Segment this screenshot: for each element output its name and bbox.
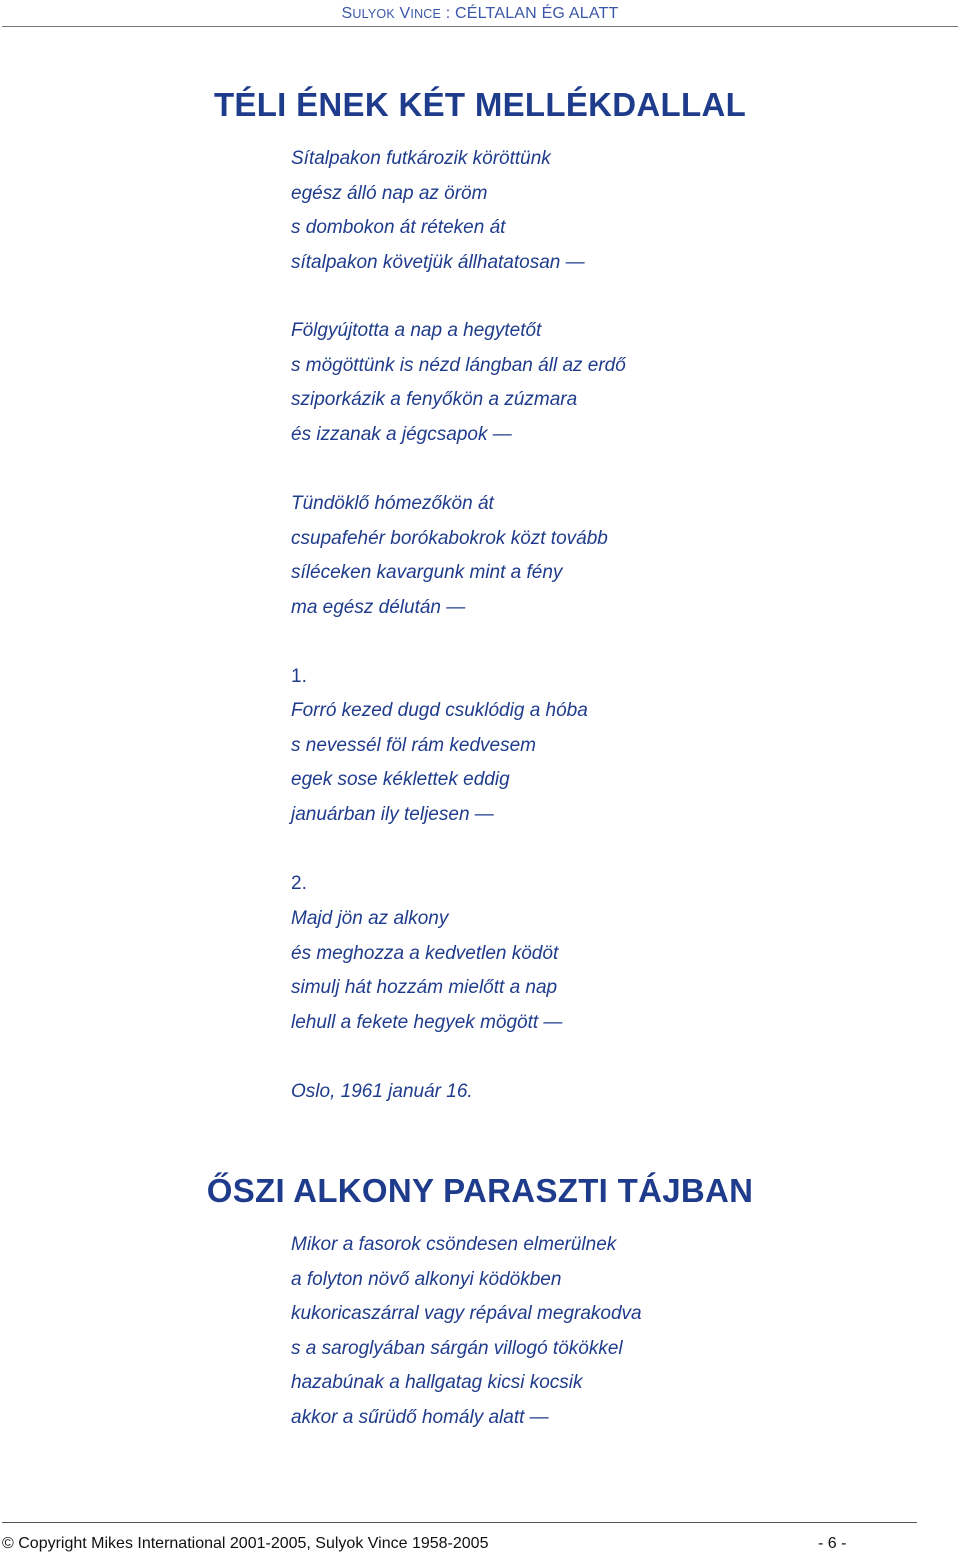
verse-line: csupafehér borókabokrok közt tovább — [291, 527, 608, 549]
poem1-stanza1 — [291, 145, 585, 283]
verse-line: akkor a sűrüdő homály alatt — — [291, 1406, 549, 1428]
header-separator: : — [441, 5, 455, 22]
section-number-1: 1. — [291, 666, 307, 687]
verse-line: simulj hát hozzám mielőtt a nap — [291, 977, 558, 999]
verse-line: Tündöklő hómezőkön át — [291, 493, 494, 514]
verse-line: Forró kezed dugd csuklódig a hóba — [291, 700, 588, 721]
poem1-section2 — [291, 905, 562, 1043]
verse-line: és izzanak a jégcsapok — — [291, 423, 512, 445]
header-author-rest: ULYOK — [352, 7, 395, 21]
page-number: - 6 - — [818, 1535, 847, 1552]
verse-line: s nevessél föl rám kedvesem — [291, 734, 536, 756]
dateline: Oslo, 1961 január 16. — [291, 1081, 473, 1102]
verse-line: a folyton növő alkonyi ködökben — [291, 1268, 562, 1290]
section-number-2: 2. — [291, 873, 307, 894]
poem2-stanza1 — [291, 1231, 642, 1439]
verse-line: sítalpakon követjük állhatatosan — — [291, 251, 585, 273]
poem1-dateline — [291, 1078, 473, 1113]
header-given-initial: V — [399, 5, 411, 22]
poem1-title: TÉLI ÉNEK KÉT MELLÉKDALLAL — [213, 86, 747, 123]
verse-line: egek sose kéklettek eddig — [291, 769, 510, 791]
verse-line: egész álló nap az öröm — [291, 182, 488, 204]
verse-line: s dombokon át réteken át — [291, 217, 506, 239]
verse-line: lehull a fekete hegyek mögött — — [291, 1011, 563, 1033]
verse-line: s mögöttünk is nézd lángban áll az erdő — [291, 354, 626, 376]
verse-line: Majd jön az alkony — [291, 908, 449, 929]
header-book-title: CÉLTALAN ÉG ALATT — [455, 5, 619, 22]
poem2-title: ŐSZI ALKONY PARASZTI TÁJBAN — [206, 1172, 754, 1209]
footer-rule — [2, 1522, 917, 1523]
verse-line: és meghozza a kedvetlen ködöt — [291, 942, 559, 964]
verse-line: s a saroglyában sárgán villogó tökökkel — [291, 1337, 623, 1359]
verse-line: kukoricaszárral vagy répával megrakodva — [291, 1303, 642, 1325]
verse-line: Sítalpakon futkározik köröttünk — [291, 148, 551, 169]
footer-copyright: © Copyright Mikes International 2001-2005, Sulyok Vince 1958-2005 — [2, 1535, 489, 1552]
poem1-section1 — [291, 697, 588, 835]
header-rule — [2, 26, 958, 27]
verse-line: síléceken kavargunk mint a fény — [291, 562, 563, 584]
running-header — [0, 5, 960, 23]
verse-line: Fölgyújtotta a nap a hegytetőt — [291, 320, 542, 341]
verse-line: ma egész délután — — [291, 596, 466, 618]
header-author-initial: S — [341, 5, 353, 22]
header-given-rest: INCE — [410, 7, 442, 21]
verse-line: januárban ily teljesen — — [291, 803, 494, 825]
verse-line: hazabúnak a hallgatag kicsi kocsik — [291, 1372, 583, 1394]
verse-line: sziporkázik a fenyőkön a zúzmara — [291, 389, 578, 411]
verse-line: Mikor a fasorok csöndesen elmerülnek — [291, 1234, 617, 1255]
poem1-stanza3 — [291, 490, 608, 628]
poem1-stanza2 — [291, 317, 626, 455]
